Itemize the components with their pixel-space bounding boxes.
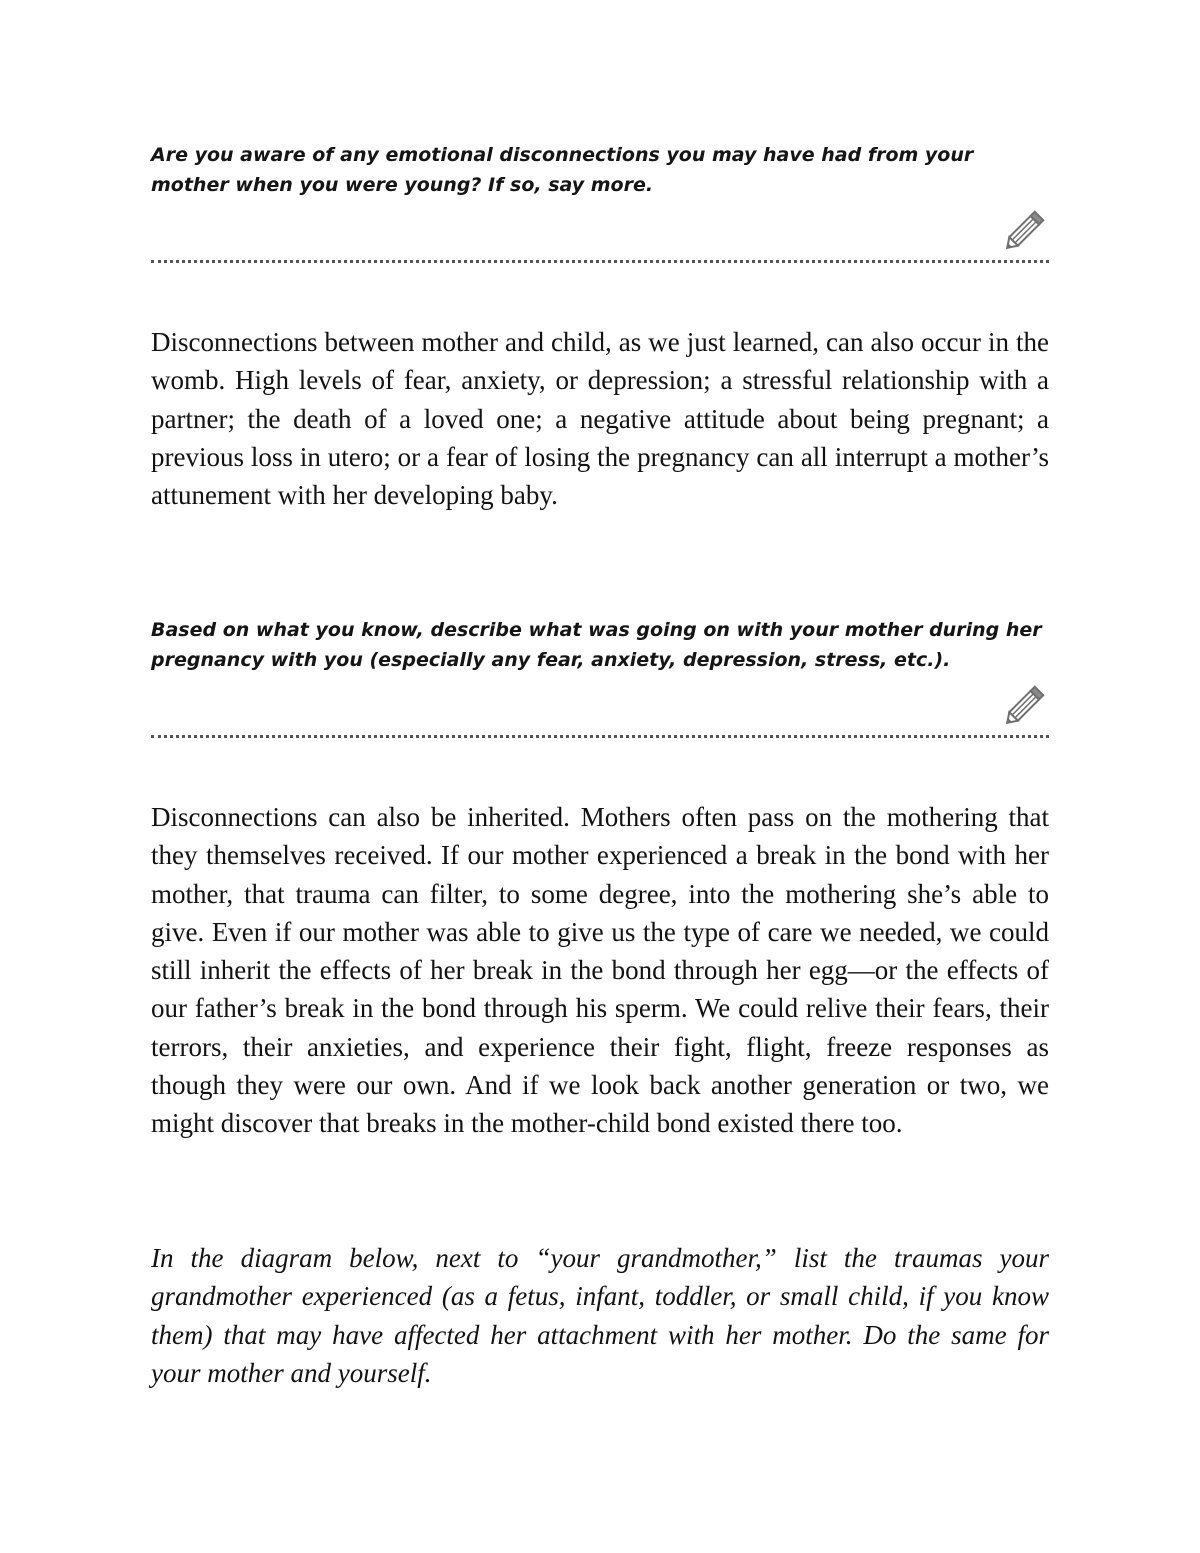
journal-prompt-1: Are you aware of any emotional disconnections you may have had from your mother when you were young? If so, say more.: [151, 144, 974, 196]
pencil-icon: [1004, 680, 1050, 726]
body-paragraph-2: Disconnections can also be inherited. Mothers often pass on the mothering that they themselves received. If our mother experienced a break in the bond with her mother, that trauma can filter, to some degree, into the mothering she’s able to give. Even if our mother was able to give us the type of care we needed, we could still inherit the effects of her break in the bond through her egg—or the effects of our father’s break in the bond through his sperm. We could relive their fears, their terrors, their anxieties, and experience their fight, flight, freeze responses as though they were our own. And if we look back another generation or two, we might discover that breaks in the mother-child bond existed there too.: [151, 802, 1049, 1139]
journal-prompt-2: Based on what you know, describe what was going on with your mother during her pregnancy with you (especially any fear, anxiety, depression, stress, etc.).: [151, 619, 1042, 671]
answer-line-2[interactable]: [151, 735, 1049, 738]
body-paragraph-1: Disconnections between mother and child, as we just learned, can also occur in the womb. High levels of fear, anxiety, or depression; a stressful relationship with a partner; the death of a loved one; a negative attitude about being pregnant; a previous loss in utero; or a fear of losing the pregnancy can all interrupt a mother’s attunement with her developing baby.: [151, 327, 1049, 511]
answer-line-1[interactable]: [151, 260, 1049, 263]
diagram-instruction: In the diagram below, next to “your grandmother,” list the traumas your grandmother experienced (as a fetus, infant, toddler, or small child, if you know them) that may have affected her attachment with her mother. Do the same for your mother and yourself.: [151, 1243, 1049, 1388]
pencil-icon: [1004, 205, 1050, 251]
